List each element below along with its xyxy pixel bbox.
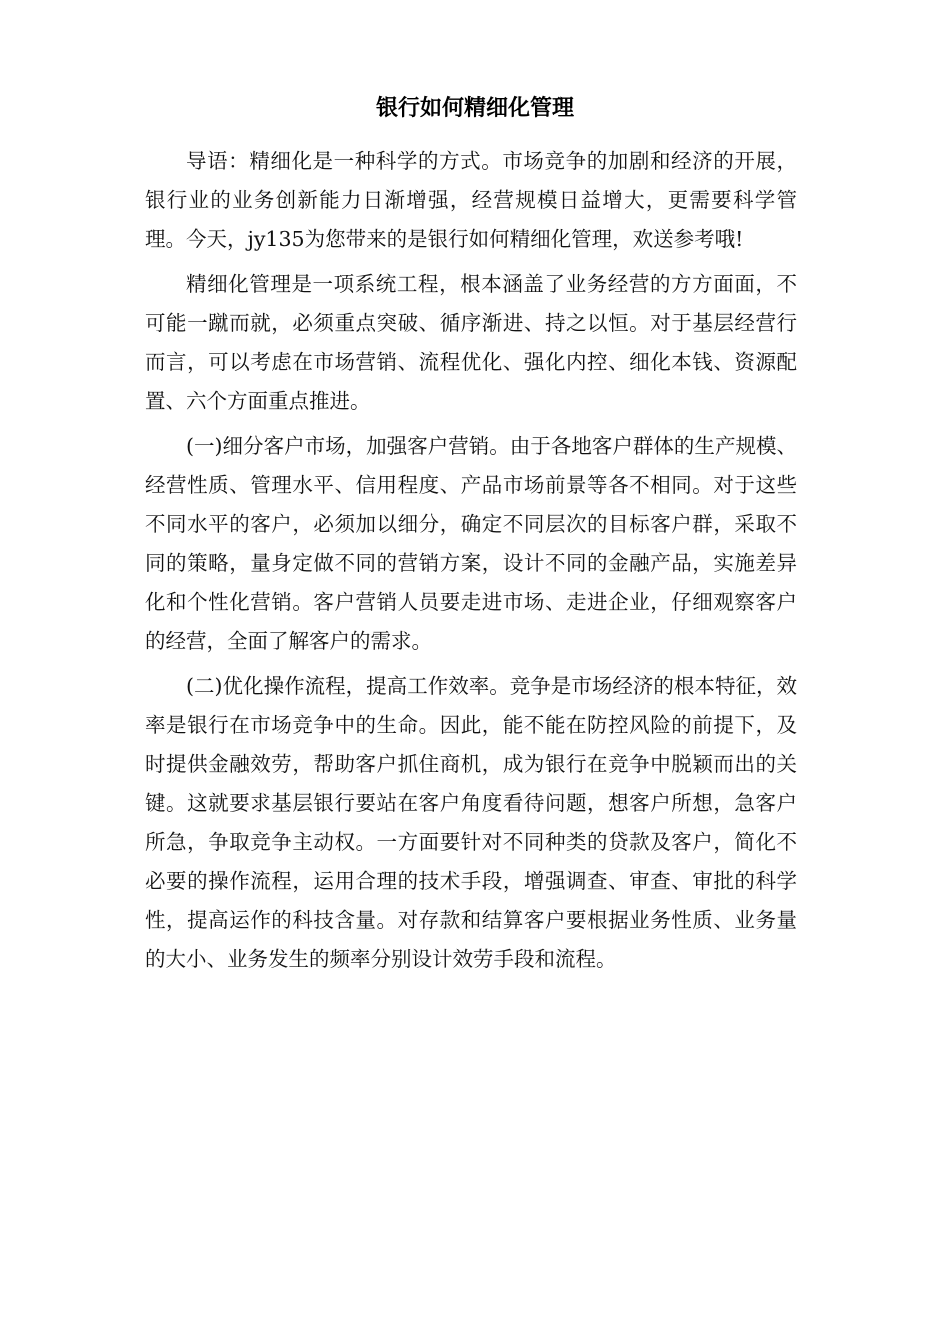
document-body: [145, 142, 797, 985]
paragraph-section-1: (一)细分客户市场，加强客户营销。由于各地客户群体的生产规模、经营性质、管理水平、信用程度、产品市场前景等各不相同。对于这些不同水平的客户，必须加以细分，确定不同层次的目标客户群，采取不同的策略，量身定做不同的营销方案，设计不同的金融产品，实施差异化和个性化营销。客户营销人员要走进市场、走进企业，仔细观察客户的经营，全面了解客户的需求。: [145, 434, 797, 653]
paragraph-overview: 精细化管理是一项系统工程，根本涵盖了业务经营的方方面面，不可能一蹴而就，必须重点突破、循序渐进、持之以恒。对于基层经营行而言，可以考虑在市场营销、流程优化、强化内控、细化本钱、资源配置、六个方面重点推进。: [145, 272, 797, 413]
paragraph-section-2: (二)优化操作流程，提高工作效率。竞争是市场经济的根本特征，效率是银行在市场竞争中的生命。因此，能不能在防控风险的前提下，及时提供金融效劳，帮助客户抓住商机，成为银行在竞争中脱颖而出的关键。这就要求基层银行要站在客户角度看待问题，想客户所想，急客户所急，争取竞争主动权。一方面要针对不同种类的贷款及客户，简化不必要的操作流程，运用合理的技术手段，增强调查、审查、审批的科学性，提高运作的科技含量。对存款和结算客户要根据业务性质、业务量的大小、业务发生的频率分别设计效劳手段和流程。: [145, 674, 797, 971]
document-title: 银行如何精细化管理: [375, 96, 574, 121]
paragraph-intro: 导语：精细化是一种科学的方式。市场竞争的加剧和经济的开展，银行业的业务创新能力日渐增强，经营规模日益增大，更需要科学管理。今天，jy135为您带来的是银行如何精细化管理，欢送参考哦!: [145, 149, 797, 251]
